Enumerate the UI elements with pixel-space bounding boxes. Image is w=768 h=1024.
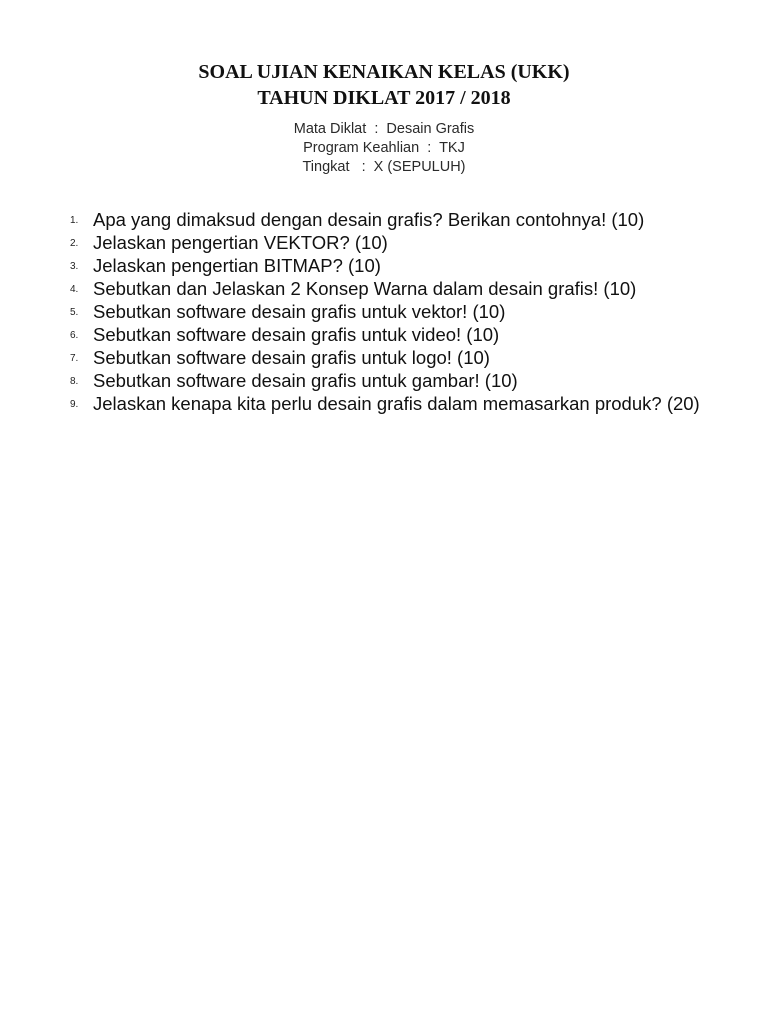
question-number: 5. (70, 307, 79, 318)
question-text: Jelaskan pengertian BITMAP? (10) (93, 255, 381, 276)
question-item (0, 369, 768, 392)
question-text: Sebutkan software desain grafis untuk video! (10) (93, 324, 500, 345)
question-item (0, 300, 768, 323)
question-text: Sebutkan software desain grafis untuk vektor! (10) (93, 301, 506, 322)
question-number: 4. (70, 284, 79, 295)
question-text: Sebutkan dan Jelaskan 2 Konsep Warna dalam desain grafis! (10) (93, 278, 637, 299)
question-number: 9. (70, 399, 79, 410)
question-text: Sebutkan software desain grafis untuk logo! (10) (93, 347, 490, 368)
question-number: 2. (70, 238, 79, 249)
question-text: Apa yang dimaksud dengan desain grafis? Berikan contohnya! (10) (93, 209, 645, 230)
question-text: Sebutkan software desain grafis untuk gambar! (10) (93, 370, 518, 391)
question-text: Jelaskan kenapa kita perlu desain grafis dalam memasarkan produk? (20) (93, 393, 700, 414)
question-item (0, 208, 768, 231)
program-line: Program Keahlian : TKJ (303, 140, 465, 156)
question-item (0, 277, 768, 300)
question-item (0, 231, 768, 254)
question-number: 8. (70, 376, 79, 387)
question-number: 7. (70, 353, 79, 364)
question-text: Jelaskan pengertian VEKTOR? (10) (93, 232, 388, 253)
subject-line: Mata Diklat : Desain Grafis (293, 121, 475, 137)
question-number: 6. (70, 330, 79, 341)
exam-year: TAHUN DIKLAT 2017 / 2018 (257, 87, 511, 109)
exam-title: SOAL UJIAN KENAIKAN KELAS (UKK) (198, 61, 570, 83)
question-item (0, 254, 768, 277)
question-list (0, 208, 768, 415)
question-number: 3. (70, 261, 79, 272)
question-item (0, 323, 768, 346)
question-number: 1. (70, 215, 79, 226)
grade-line: Tingkat : X (SEPULUH) (302, 159, 466, 175)
question-item (0, 346, 768, 369)
question-item (0, 392, 768, 415)
